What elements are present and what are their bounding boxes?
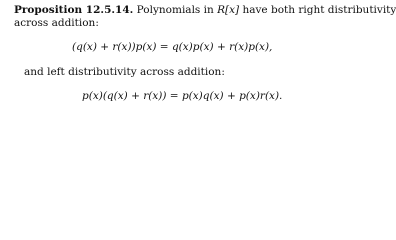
middle-text: and left distributivity across addition: [24, 66, 225, 78]
right-distributivity-equation: (q(x) + r(x))p(x) = q(x)p(x) + r(x)p(x), [72, 41, 273, 53]
proposition-statement-line-2: across addition: [14, 17, 99, 29]
polynomial-ring-symbol: R[x] [217, 4, 240, 16]
proposition-label: Proposition 12.5.14. [14, 4, 134, 16]
proposition-intro-text-after: have both right distributivity [239, 4, 396, 16]
proposition-intro-text: Polynomials in [136, 4, 218, 16]
proposition-statement-line-1 [14, 4, 396, 17]
document-page [0, 0, 396, 115]
left-distributivity-equation: p(x)(q(x) + r(x)) = p(x)q(x) + p(x)r(x). [82, 90, 283, 102]
